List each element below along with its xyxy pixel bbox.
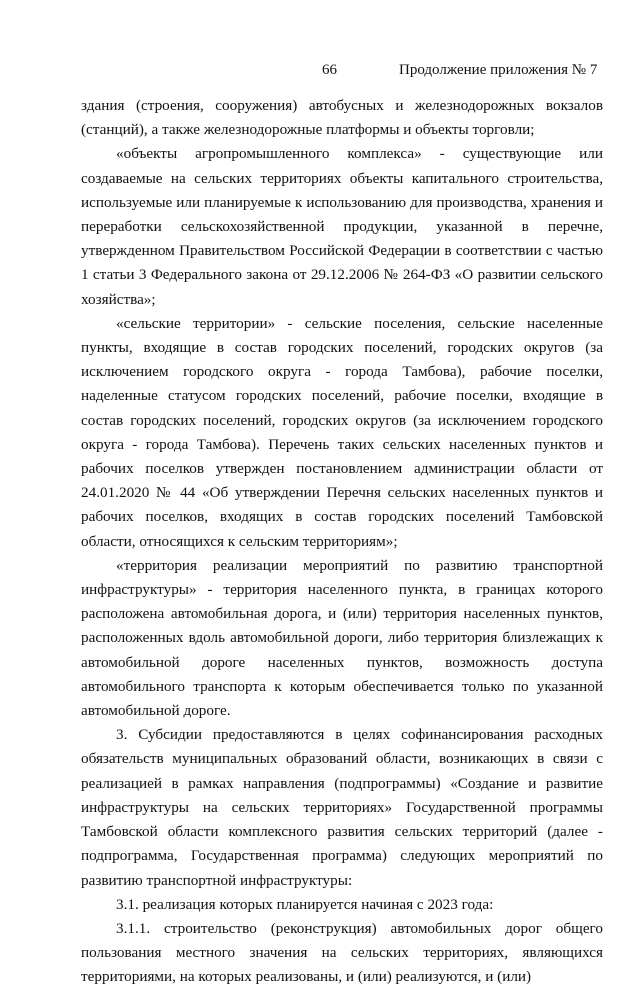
paragraph-3-1-1: 3.1.1. строительство (реконструкция) автомобильных дорог общего пользования местного значения на сельских территориях, являющихся территориями, на которых реализованы, и (или) реализуются, и (или) (81, 919, 603, 986)
paragraph-agro-objects: «объекты агропромышленного комплекса» - существующие или создаваемые на сельских территориях объекты капитального строительства, используемые или планируемые к использованию для производства, хранения и переработки сельскохозяйственной продукции, указанной в перечне, утвержденном Правительством Российской Федерации в соответствии с частью 1 статьи 3 Федерального закона от 29.12.2006 № 264-ФЗ «О развитии сельского хозяйства»; (81, 145, 603, 308)
paragraph-rural-territories: «сельские территории» - сельские поселения, сельские населенные пункты, входящие в состав городских поселений, городских округов (за исключением городского округа - города Тамбова), рабочие поселки, наделенные статусом городских поселений, рабочие поселки, входящие в состав городских поселений, городских округов (за исключением городского округа - города Тамбова). Перечень таких сельских населенных пунктов и рабочих поселков утвержден постановлением администрации области от 24.01.2020 № 44 «Об утверждении Перечня сельских населенных пунктов и рабочих поселков, входящих в состав городских поселений Тамбовской области, относящихся к сельским территориям»; (81, 314, 603, 550)
page-number: 66 (322, 62, 337, 78)
paragraph-buildings: здания (строения, сооружения) автобусных и железнодорожных вокзалов (станций), а также железнодорожные платформы и объекты торговли; (81, 97, 603, 139)
paragraph-subsidies: 3. Субсидии предоставляются в целях софинансирования расходных обязательств муниципальных образований области, возникающих в связи с реализацией в рамках направления (подпрограммы) «Создание и развитие инфраструктуры на сельских территориях» Государственной программы Тамбовской области комплексного развития сельских территорий (далее - подпрограмма, Государственная программа) следующих мероприятий по развитию транспортной инфраструктуры: (81, 726, 603, 889)
document-body (81, 94, 603, 990)
paragraph-3-1: 3.1. реализация которых планируется начиная с 2023 года: (116, 895, 494, 913)
appendix-continuation-label: Продолжение приложения № 7 (399, 62, 598, 78)
paragraph-transport-territory: «территория реализации мероприятий по развитию транспортной инфраструктуры» - территория населенного пункта, в границах которого расположена автомобильная дорога, и (или) территория населенных пунктов, расположенных вдоль автомобильной дороги, либо территория близлежащих к автомобильной дороге населенных пунктов, возможность доступа автомобильного транспорта к которым обеспечивается только по указанной автомобильной дороге. (81, 556, 603, 720)
page-header (0, 62, 640, 84)
